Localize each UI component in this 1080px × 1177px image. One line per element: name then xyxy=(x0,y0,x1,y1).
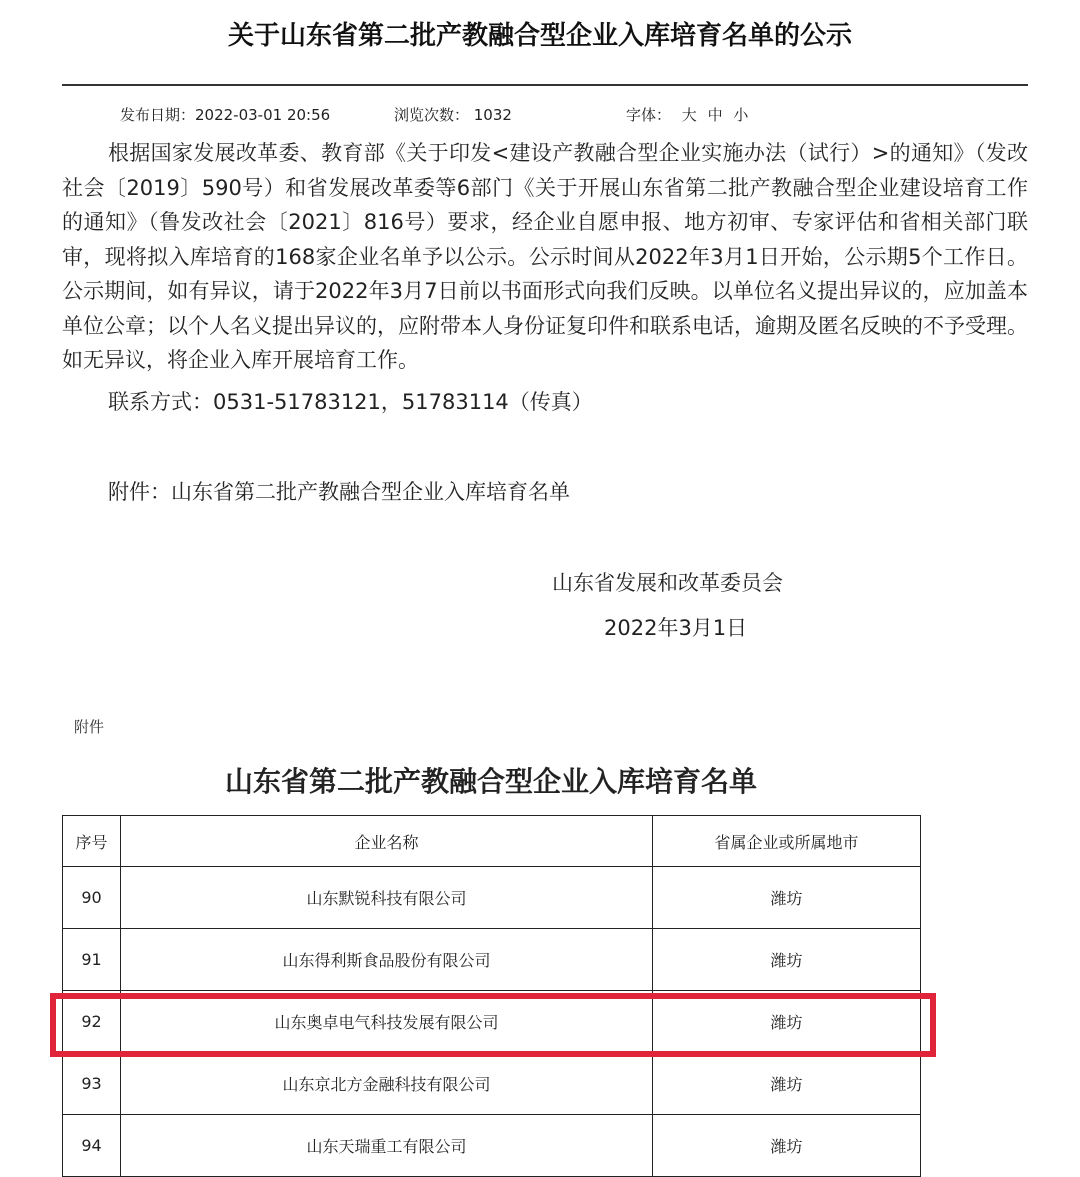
title-divider xyxy=(62,84,1028,86)
header-name: 企业名称 xyxy=(121,816,653,867)
table-row xyxy=(63,929,921,991)
notice-title: 关于山东省第二批产教融合型企业入库培育名单的公示 xyxy=(227,21,852,51)
annex-label: 附件 xyxy=(74,718,105,736)
row-seq: 94 xyxy=(63,1115,121,1177)
row-region: 潍坊 xyxy=(653,1053,921,1115)
table-row xyxy=(63,1115,921,1177)
row-name: 山东天瑞重工有限公司 xyxy=(121,1115,653,1177)
row-seq: 90 xyxy=(63,867,121,929)
header-seq: 序号 xyxy=(63,816,121,867)
issue-date: 2022年3月1日 xyxy=(604,616,748,640)
font-size-small-link[interactable]: 小 xyxy=(733,106,749,124)
notice-body: 根据国家发展改革委、教育部《关于印发<建设产教融合型企业实施办法（试行）>的通知》（发改社会〔2019〕590号）和省发展改革委等6部门《关于开展山东省第二批产教融合型企业建设培育工作的通知》（鲁发改社会〔2021〕816号）要求，经企业自愿申报、地方初审、专家评估和省相关部门联审，现将拟入库培育的168家企业名单予以公示。公示时间从2022年3月1日开始，公示期5个工作日。公示期间，如有异议，请于2022年3月7日前以书面形式向我们反映。以单位名义提出异议的，应加盖本单位公章；以个人名义提出异议的，应附带本人身份证复印件和联系电话，逾期及匿名反映的不予受理。如无异议，将企业入库开展培育工作。 xyxy=(62,141,1028,372)
row-seq: 91 xyxy=(63,929,121,991)
row-region: 潍坊 xyxy=(653,929,921,991)
row-seq: 93 xyxy=(63,1053,121,1115)
font-size-label: 字体： xyxy=(626,106,672,124)
row-seq: 92 xyxy=(63,991,121,1053)
table-row xyxy=(63,1053,921,1115)
font-size-controls xyxy=(626,104,748,126)
row-name: 山东奥卓电气科技发展有限公司 xyxy=(121,991,653,1053)
font-size-medium-link[interactable]: 中 xyxy=(707,106,723,124)
font-size-large-link[interactable]: 大 xyxy=(681,106,697,124)
table-header-row xyxy=(63,816,921,867)
publish-date: 发布日期：2022-03-01 20:56 xyxy=(120,106,331,124)
row-name: 山东默锐科技有限公司 xyxy=(121,867,653,929)
enterprise-table xyxy=(62,815,921,1177)
annex-title: 山东省第二批产教融合型企业入库培育名单 xyxy=(224,765,757,798)
table-row-highlighted xyxy=(63,991,921,1053)
attachment-link[interactable]: 附件：山东省第二批产教融合型企业入库培育名单 xyxy=(108,480,570,504)
row-region: 潍坊 xyxy=(653,1115,921,1177)
view-count: 浏览次数： 1032 xyxy=(394,106,512,124)
header-region: 省属企业或所属地市 xyxy=(653,816,921,867)
row-name: 山东京北方金融科技有限公司 xyxy=(121,1053,653,1115)
issuer-signature: 山东省发展和改革委员会 xyxy=(552,571,783,595)
row-region: 潍坊 xyxy=(653,991,921,1053)
contact-info: 联系方式：0531-51783121，51783114（传真） xyxy=(108,390,593,414)
row-name: 山东得利斯食品股份有限公司 xyxy=(121,929,653,991)
row-region: 潍坊 xyxy=(653,867,921,929)
table-row xyxy=(63,867,921,929)
